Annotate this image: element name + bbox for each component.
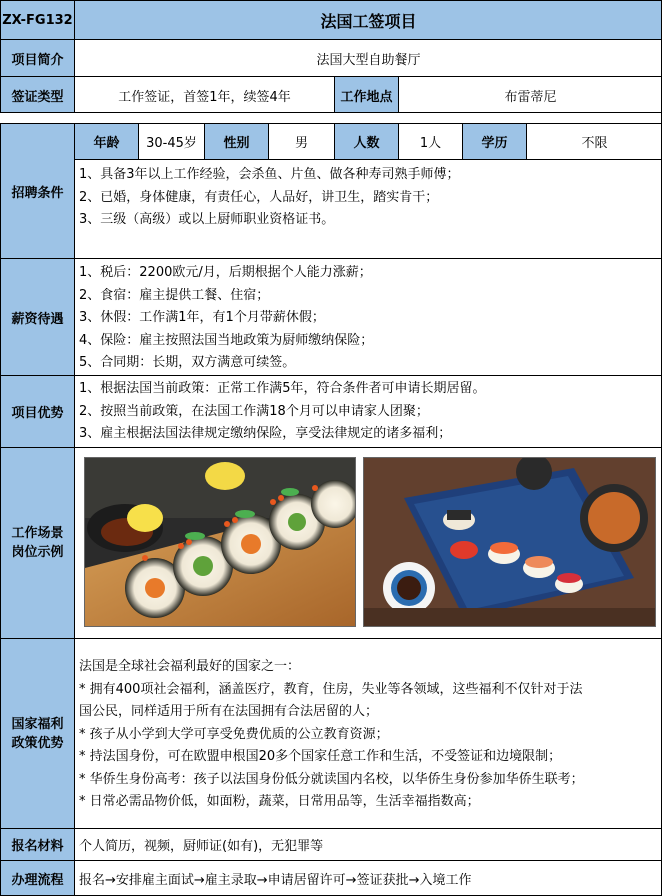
welfare-line: * 孩子从小学到大学可享受免费优质的公立教育资源； — [79, 726, 389, 742]
age-value: 30-45岁 — [138, 123, 204, 159]
scene-label-line: 工作场景 — [11, 526, 64, 541]
salary-line: 3、休假：工作满1年，有1个月带薪休假； — [79, 310, 325, 325]
advantage-lines — [74, 375, 662, 447]
visa-value: 工作签证，首签1年，续签4年 — [74, 76, 334, 113]
visa-row — [0, 76, 662, 113]
materials-value: 个人简历，视频，厨师证(如有)，无犯罪等 — [74, 828, 662, 860]
materials-row — [0, 828, 662, 860]
recruit-lines — [74, 159, 662, 258]
advantage-line: 2、按照当前政策，在法国工作满18个月可以申请家人团聚； — [79, 403, 429, 419]
process-label: 办理流程 — [0, 860, 74, 896]
welfare-line: * 华侨生身份高考：孩子以法国身份低分就读国内名校，以华侨生身份参加华侨生联考； — [79, 771, 584, 787]
location-label: 工作地点 — [334, 76, 398, 113]
gender-value: 男 — [268, 123, 334, 159]
recruit-row — [0, 123, 662, 258]
intro-value: 法国大型自助餐厅 — [74, 39, 662, 76]
process-value: 报名→安排雇主面试→雇主录取→申请居留许可→签证获批→入境工作 — [74, 860, 662, 896]
salary-row — [0, 258, 662, 375]
salary-line: 4、保险：雇主按照法国当地政策为厨师缴纳保险； — [79, 332, 374, 348]
intro-row — [0, 39, 662, 76]
salary-line: 2、食宿：雇主提供工餐、住宿； — [79, 287, 270, 303]
advantage-row — [0, 375, 662, 447]
welfare-line: * 日常必需品物价低，如面粉，蔬菜，日常用品等，生活幸福指数高； — [79, 794, 480, 809]
scene-row — [0, 447, 662, 638]
welfare-line: 国公民，同样适用于所有在法国拥有合法居留的人； — [79, 704, 379, 719]
salary-label: 薪资待遇 — [0, 258, 74, 375]
welfare-label-line: 政策优势 — [11, 735, 64, 751]
scene-label — [0, 447, 74, 638]
scene-label-line: 岗位示例 — [11, 545, 64, 560]
welfare-row — [0, 638, 662, 828]
age-label: 年龄 — [74, 123, 138, 159]
page-title: 法国工签项目 — [74, 0, 662, 39]
welfare-line: * 持法国身份，可在欧盟申根国20多个国家任意工作和生活，不受签证和边境限制； — [79, 749, 562, 764]
welfare-label — [0, 638, 74, 828]
recruit-line: 2、已婚，身体健康，有责任心，人品好，讲卫生，踏实肯干； — [79, 189, 439, 205]
header-row — [0, 0, 662, 39]
location-value: 布雷蒂尼 — [398, 76, 662, 113]
welfare-line: * 拥有400项社会福利，涵盖医疗，教育，住房，失业等各领域，这些福利不仅针对于法 — [79, 681, 583, 697]
welfare-line: 法国是全球社会福利最好的国家之一： — [79, 659, 301, 674]
salary-line: 5、合同期：长期，双方满意可续签。 — [79, 355, 296, 370]
advantage-line: 3、雇主根据法国法律规定缴纳保险，享受法律规定的诸多福利； — [79, 426, 452, 441]
count-label: 人数 — [334, 123, 398, 159]
materials-label: 报名材料 — [0, 828, 74, 860]
sushi-platter-photo-icon — [363, 457, 656, 627]
sushi-roll-photo-icon — [84, 457, 356, 627]
edu-value: 不限 — [526, 123, 662, 159]
salary-lines — [74, 258, 662, 375]
scene-photos — [74, 447, 662, 638]
intro-label: 项目简介 — [0, 39, 74, 76]
edu-label: 学历 — [462, 123, 526, 159]
visa-label: 签证类型 — [0, 76, 74, 113]
recruit-line: 1、具备3年以上工作经验，会杀鱼、片鱼、做各种寿司熟手师傅； — [79, 167, 460, 182]
advantage-line: 1、根据法国当前政策：正常工作满5年，符合条件者可申请长期居留。 — [79, 381, 486, 396]
salary-line: 1、税后：2200欧元/月，后期根据个人能力涨薪； — [79, 265, 372, 280]
recruit-line: 3、三级（高级）或以上厨师职业资格证书。 — [79, 212, 335, 227]
count-value: 1人 — [398, 123, 462, 159]
project-code: ZX-FG132 — [0, 0, 74, 39]
advantage-label: 项目优势 — [0, 375, 74, 447]
gender-label: 性别 — [204, 123, 268, 159]
recruit-label: 招聘条件 — [0, 123, 74, 258]
welfare-label-line: 国家福利 — [11, 716, 64, 732]
process-row — [0, 860, 662, 896]
welfare-lines — [74, 638, 662, 828]
